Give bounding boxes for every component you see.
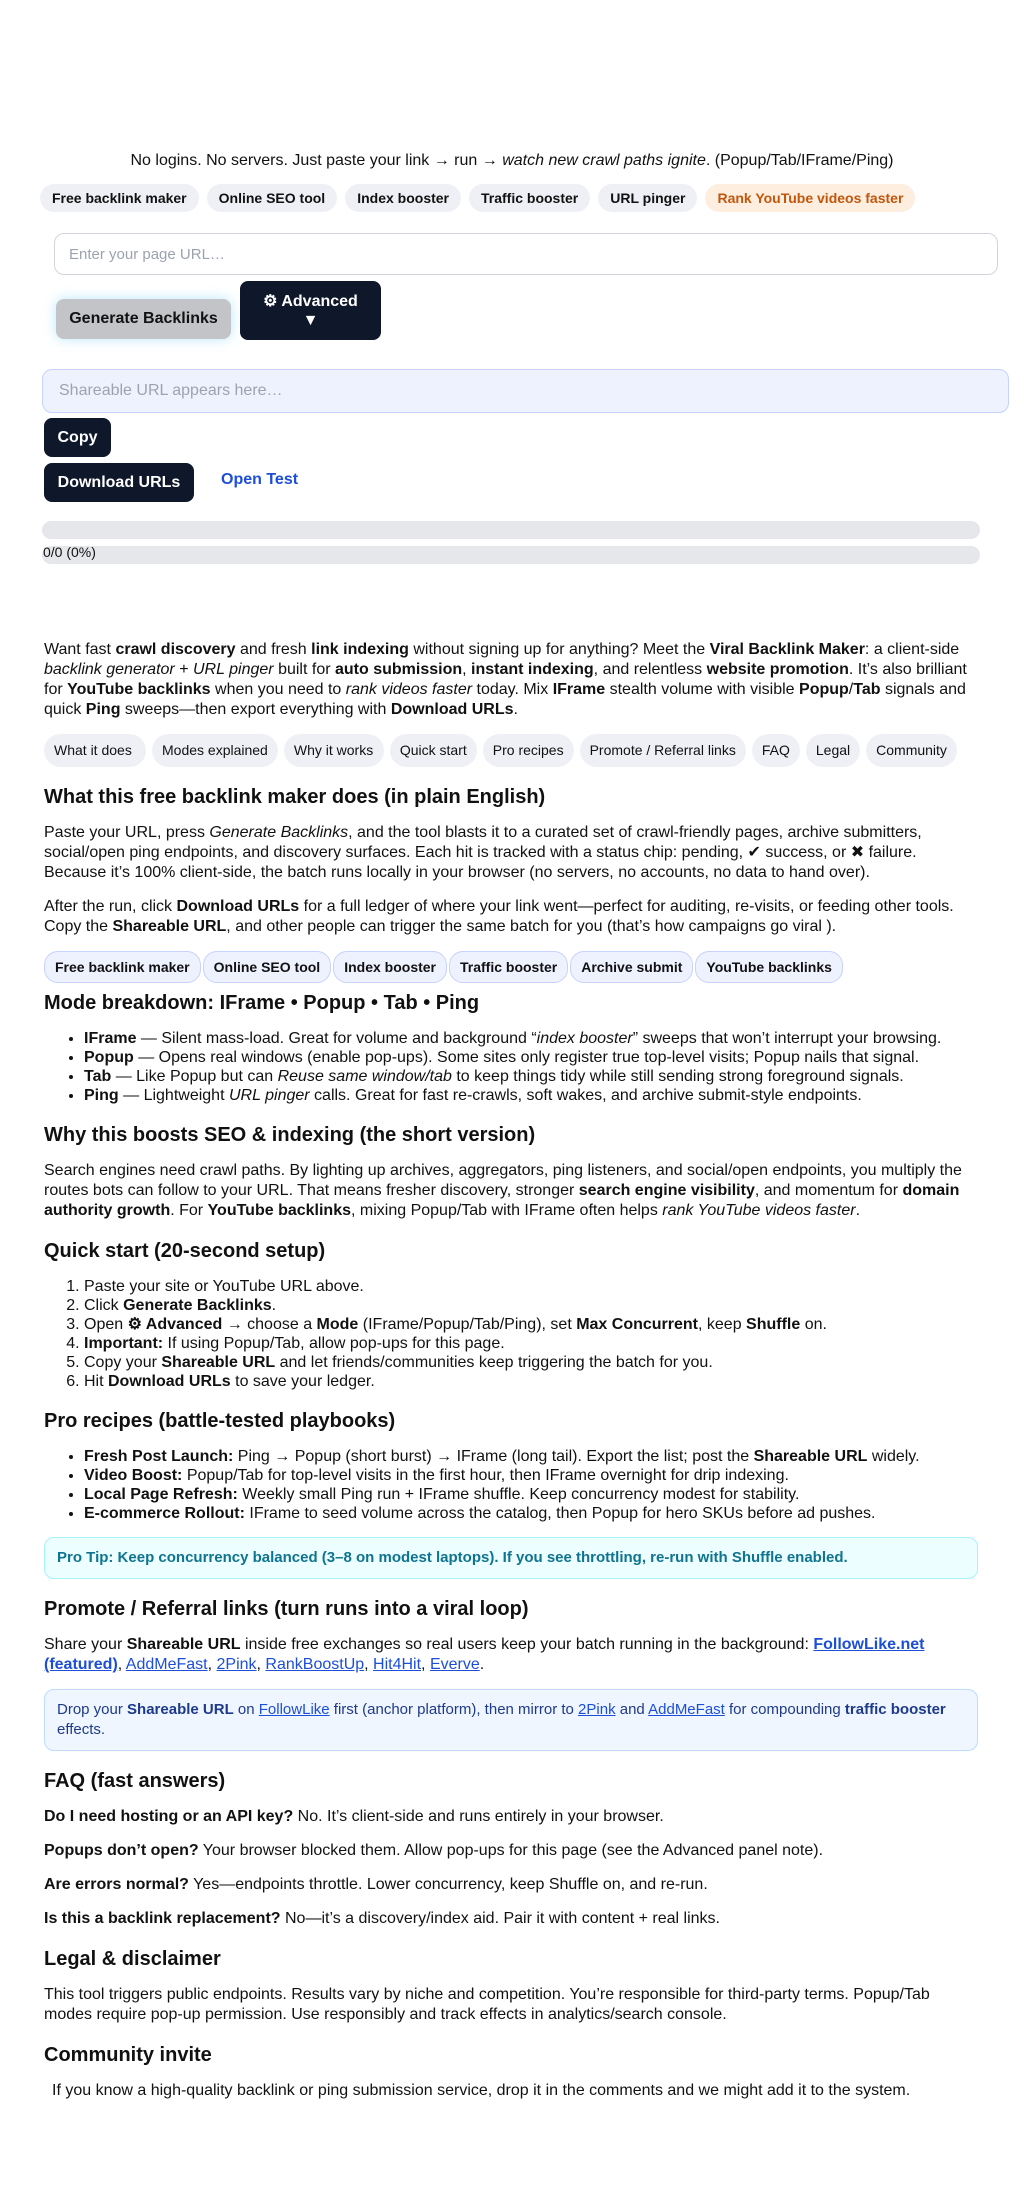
list-item: • Tab — Like Popup but can Reuse same window/tab to keep things tidy while still sending strong foreground signals.	[84, 1067, 978, 1086]
nav-chip-what-it-does[interactable]: What it does	[44, 734, 146, 767]
followlike-callout-link[interactable]: FollowLike	[258, 1701, 330, 1718]
progress-label: 0/0 (0%)	[43, 544, 96, 560]
list-item: • Ping — Lightweight URL pinger calls. Great for fast re-crawls, soft wakes, and archive submit-style endpoints.	[84, 1086, 978, 1105]
section-nav	[44, 734, 978, 767]
shareable-url-field[interactable]	[42, 369, 1009, 413]
2pink-link[interactable]: 2Pink	[216, 1656, 257, 1673]
page-url-input[interactable]	[54, 233, 998, 275]
recipes-heading: Pro recipes (battle-tested playbooks)	[44, 1410, 396, 1432]
tag-chips	[44, 951, 978, 983]
progress-bar-secondary	[42, 546, 980, 564]
tag-chip: Archive submit	[570, 951, 693, 983]
nav-chip-promote[interactable]: Promote / Referral links	[580, 734, 746, 767]
quick-start-heading: Quick start (20-second setup)	[44, 1240, 326, 1262]
promote-heading: Promote / Referral links (turn runs into a viral loop)	[44, 1598, 529, 1620]
nav-chip-why[interactable]: Why it works	[284, 734, 384, 767]
why-paragraph: Search engines need crawl paths. By lighting up archives, aggregators, ping listeners, and social/open endpoints, you multiply the routes bots can follow to your URL. That means fresher discovery, stronger search engine visibility, and momentum for domain authority growth. For YouTube backlinks, mixing Popup/Tab with IFrame often helps rank YouTube videos faster.	[44, 1162, 962, 1219]
tagline-emphasis: watch new crawl paths ignite	[502, 152, 706, 169]
promote-callout: Drop your Shareable URL on FollowLike first (anchor platform), then mirror to 2Pink and AddMeFast for compounding traffic booster effects.	[44, 1689, 978, 1751]
list-item: 5. Copy your Shareable URL and let friends/communities keep triggering the batch for you.	[84, 1353, 978, 1372]
what-heading: What this free backlink maker does (in plain English)	[44, 786, 546, 808]
advanced-button[interactable]	[240, 281, 381, 340]
nav-chip-legal[interactable]: Legal	[806, 734, 860, 767]
hit4hit-link[interactable]: Hit4Hit	[373, 1656, 422, 1673]
nav-chip-pro-recipes[interactable]: Pro recipes	[483, 734, 574, 767]
list-item: 2. Click Generate Backlinks.	[84, 1296, 978, 1315]
faq-heading: FAQ (fast answers)	[44, 1770, 226, 1792]
main-content	[44, 640, 978, 2115]
tagline	[0, 152, 1024, 170]
open-test-link[interactable]: Open Test	[221, 471, 299, 488]
list-item: • Fresh Post Launch: Ping → Popup (short burst) → IFrame (long tail). Export the list; post the Shareable URL widely.	[84, 1447, 978, 1466]
quick-start-list	[44, 1277, 978, 1391]
faq-item: Popups don’t open? Your browser blocked them. Allow pop-ups for this page (see the Advanced panel note).	[44, 1842, 824, 1859]
what-paragraph-2: After the run, click Download URLs for a full ledger of where your link went—perfect for auditing, re-visits, or feeding other tools. Copy the Shareable URL, and other people can trigger the same batch for you (that’s how campaigns go viral ).	[44, 898, 954, 935]
nav-chip-modes[interactable]: Modes explained	[152, 734, 278, 767]
recipes-list	[44, 1447, 978, 1523]
chevron-down-icon: ▼	[302, 311, 319, 329]
pro-tip-box: Pro Tip: Keep concurrency balanced (3–8 on modest laptops). If you see throttling, re-run with Shuffle enabled.	[44, 1537, 978, 1579]
feature-chip: Traffic booster	[469, 184, 590, 212]
list-item: 3. Open ⚙ Advanced → choose a Mode (IFrame/Popup/Tab/Ping), set Max Concurrent, keep Shuffle on.	[84, 1315, 978, 1334]
feature-chip-highlight: Rank YouTube videos faster	[705, 184, 915, 212]
nav-chip-quick-start[interactable]: Quick start	[390, 734, 477, 767]
faq-item: Are errors normal? Yes—endpoints throttle. Lower concurrency, keep Shuffle on, and re-run.	[44, 1876, 708, 1893]
list-item: • E-commerce Rollout: IFrame to seed volume across the catalog, then Popup for hero SKUs before ad pushes.	[84, 1504, 978, 1523]
feature-chip: Index booster	[345, 184, 461, 212]
copy-button[interactable]: Copy	[44, 418, 111, 457]
faq-item: Do I need hosting or an API key? No. It’s client-side and runs entirely in your browser.	[44, 1808, 664, 1825]
generate-backlinks-button[interactable]: Generate Backlinks	[56, 299, 231, 339]
tagline-suffix: . (Popup/Tab/IFrame/Ping)	[705, 152, 894, 169]
list-item: 1. Paste your site or YouTube URL above.	[84, 1277, 978, 1296]
rankboostup-link[interactable]: RankBoostUp	[265, 1656, 365, 1673]
progress-bar	[42, 521, 980, 539]
modes-heading: Mode breakdown: IFrame • Popup • Tab • Ping	[44, 992, 480, 1014]
addmefast-callout-link[interactable]: AddMeFast	[648, 1701, 725, 1718]
community-text: If you know a high-quality backlink or ping submission service, drop it in the comments and we might add it to the system.	[52, 2082, 911, 2099]
list-item: 4. Important: If using Popup/Tab, allow pop-ups for this page.	[84, 1334, 978, 1353]
legal-heading: Legal & disclaimer	[44, 1948, 221, 1970]
community-heading: Community invite	[44, 2044, 212, 2066]
nav-chip-community[interactable]: Community	[866, 734, 957, 767]
why-heading: Why this boosts SEO & indexing (the short version)	[44, 1124, 536, 1146]
tagline-text: No logins. No servers. Just paste your link → run →	[130, 152, 503, 169]
feature-chip: URL pinger	[598, 184, 697, 212]
tag-chip: Index booster	[333, 951, 447, 983]
intro-paragraph: Want fast crawl discovery and fresh link indexing without signing up for anything? Meet the Viral Backlink Maker: a client-side backlink generator + URL pinger built for auto submission, instant indexing, and relentless website promotion. It’s also brilliant for YouTube backlinks when you need to rank videos faster today. Mix IFrame stealth volume with visible Popup/Tab signals and quick Ping sweeps—then export everything with Download URLs.	[44, 641, 967, 718]
modes-list	[44, 1029, 978, 1105]
tag-chip: Online SEO tool	[203, 951, 332, 983]
feature-chips	[40, 184, 915, 212]
list-item: • Popup — Opens real windows (enable pop-ups). Some sites only register true top-level visits; Popup nails that signal.	[84, 1048, 978, 1067]
followlike-link[interactable]: FollowLike.net (featured)	[44, 1636, 925, 1673]
advanced-label: ⚙ Advanced	[263, 292, 358, 310]
what-paragraph-1: Paste your URL, press Generate Backlinks, and the tool blasts it to a curated set of crawl-friendly pages, archive submitters, social/open ping endpoints, and discovery surfaces. Each hit is tracked with a status chip: pending, ✔ success, or ✖ failure. Because it’s 100% client-side, the batch runs locally in your browser (no servers, no accounts, no data to hand over).	[44, 824, 922, 881]
everve-link[interactable]: Everve	[429, 1656, 480, 1673]
promote-paragraph: Share your Shareable URL inside free exchanges so real users keep your batch running in the background: FollowLike.net (featured), AddMeFast, 2Pink, RankBoostUp, Hit4Hit, Everve.	[44, 1636, 925, 1673]
tag-chip: Traffic booster	[449, 951, 568, 983]
feature-chip: Online SEO tool	[207, 184, 338, 212]
list-item: • Local Page Refresh: Weekly small Ping run + IFrame shuffle. Keep concurrency modest for stability.	[84, 1485, 978, 1504]
legal-text: This tool triggers public endpoints. Results vary by niche and competition. You’re responsible for third-party terms. Popup/Tab modes require pop-up permission. Use responsibly and track effects in analytics/search console.	[44, 1986, 930, 2023]
2pink-callout-link[interactable]: 2Pink	[578, 1701, 616, 1718]
tag-chip: Free backlink maker	[44, 951, 201, 983]
list-item: • IFrame — Silent mass-load. Great for volume and background “index booster” sweeps that won’t interrupt your browsing.	[84, 1029, 978, 1048]
addmefast-link[interactable]: AddMeFast	[125, 1656, 208, 1673]
nav-chip-faq[interactable]: FAQ	[752, 734, 800, 767]
download-urls-button[interactable]: Download URLs	[44, 463, 194, 502]
list-item: • Video Boost: Popup/Tab for top-level visits in the first hour, then IFrame overnight for drip indexing.	[84, 1466, 978, 1485]
faq-item: Is this a backlink replacement? No—it’s a discovery/index aid. Pair it with content + real links.	[44, 1910, 720, 1927]
list-item: 6. Hit Download URLs to save your ledger.	[84, 1372, 978, 1391]
tag-chip: YouTube backlinks	[695, 951, 843, 983]
feature-chip: Free backlink maker	[40, 184, 199, 212]
